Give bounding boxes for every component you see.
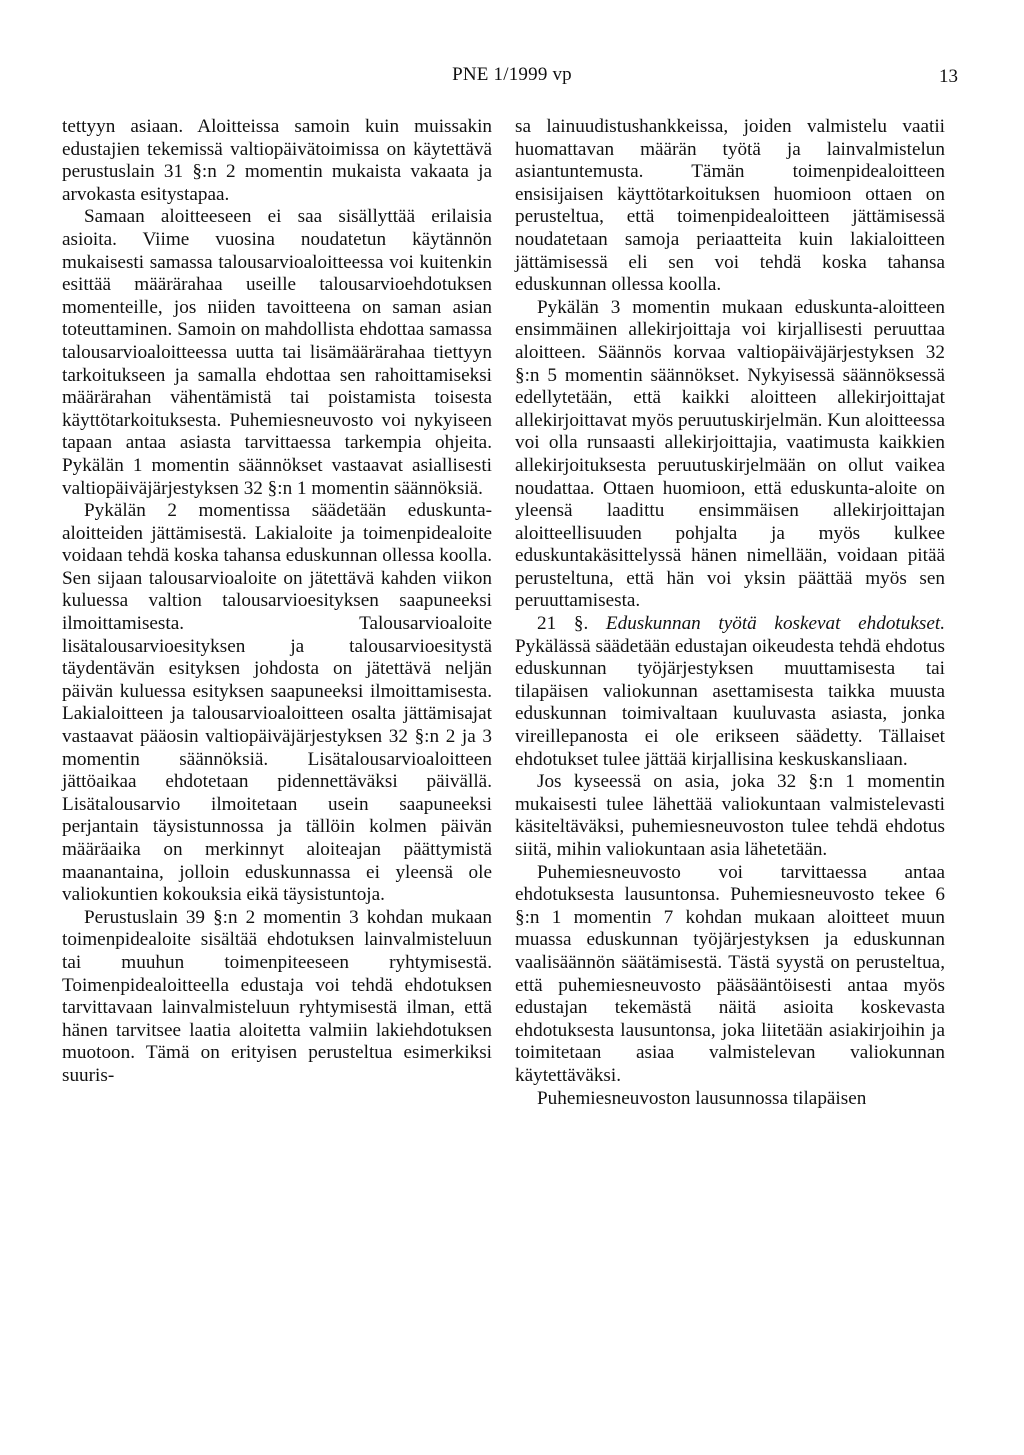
left-paragraph-3: Pykälän 2 momentissa säädetään eduskunta-aloitteiden jättämisestä. Lakialoite ja toimenpidealoite voidaan tehdä koska tahansa eduskunnan ollessa koolla. Sen sijaan talousarvioaloite on jätettävä kahden viikon kuluessa valtion talousarvioesityksen saapuneeksi ilmoittamisesta. Talousarvioaloite lisätalousarvioesityksen ja talousarvioesitystä täydentävän esityksen johdosta on jätettävä neljän päivän kuluessa esityksen saapuneeksi ilmoittamisesta. Lakialoitteen ja talousarvioaloitteen osalta jättämisajat vastaavat pääosin valtiopäiväjärjestyksen 32 §:n 2 ja 3 momentin säännöksiä. Lisätalousarvioaloitteen jättöaikaa ehdotetaan pidennettäväksi päivällä. Lisätalousarvio ilmoitetaan usein saapuneeksi perjantain täysistunnossa ja tällöin kolmen päivän määräaika on merkinnyt aloiteajan päättymistä maanantaina, jolloin eduskunnassa ei yleensä ole valiokuntien kokouksia eikä täysistuntoja. bbox=[62, 500, 493, 906]
page-number: 13 bbox=[939, 66, 958, 87]
right-paragraph-2: Pykälän 3 momentin mukaan eduskunta-aloitteen ensimmäinen allekirjoittaja voi kirjallisesti peruuttaa aloitteen. Säännös korvaa valtiopäiväjärjestyksen 32 §:n 5 momentin säännökset. Nykyisessä säännöksessä edellytetään, että kaikki aloitteen allekirjoittajat allekirjoittavat myös peruutuskirjelmän. Kun aloitteessa voi olla runsaasti allekirjoittajia, vaatimusta kaikkien allekirjoituksesta peruutuskirjelmään on ollut vaikea noudattaa. Ottaen huomioon, että eduskunta-aloite on yleensä laadittu ensimmäisen allekirjoittajan aloitteellisuuden pohjalta ja myös kulkee eduskuntakäsittelyssä hänen nimellään, voidaan pitää perusteltuna, että hän voi yksin päättää myös sen peruuttamisesta. bbox=[515, 296, 946, 612]
right-paragraph-1: sa lainuudistushankkeissa, joiden valmistelu vaatii huomattavan määrän työtä ja lainvalmistelun asiantuntemusta. Tämän toimenpidealoitteen ensisijaisen käyttötarkoituksen huomioon ottaen on perusteltua, että toimenpidealoitteen jättämisessä noudatetaan samoja periaatteita kuin lakialoitteen jättämisessä eli sen voi tehdä koska tahansa eduskunnan ollessa koolla. bbox=[515, 116, 945, 296]
left-paragraph-2: Samaan aloitteeseen ei saa sisällyttää erilaisia asioita. Viime vuosina noudatetun käytännön mukaisesti samassa talousarvioaloitteessa voi kuitenkin esittää määrärahaa useille talousarvioehdotuksen momenteille, jos niiden tavoitteena on saman asian toteuttaminen. Samoin on mahdollista ehdottaa samassa talousarvioaloitteessa uutta tai lisämäärärahaa tiettyyn tarkoitukseen ja samalla ehdottaa sen rahoittamiseksi määrärahan vähentämistä tai poistamista toisesta käyttötarkoituksesta. Puhemiesneuvosto voi nykyiseen tapaan antaa asiasta tarvittaessa tarkempia ohjeita. Pykälän 1 momentin säännökset vastaavat asiallisesti valtiopäiväjärjestyksen 32 §:n 1 momentin säännöksiä. bbox=[62, 206, 492, 499]
section-title: Eduskunnan työtä koskevat ehdotukset. bbox=[605, 613, 945, 635]
section-body: Pykälässä säädetään edustajan oikeudesta tehdä ehdotus eduskunnan työjärjestyksen muuttamisesta tai tilapäisen valiokunnan asettamisesta taikka muusta eduskunnan toimivaltaan kuuluvasta asiasta, jonka vireillepanosta ei ole erikseen säädetty. Tällaiset ehdotukset tulee jättää kirjallisina keskuskansliaan. bbox=[515, 635, 945, 770]
right-paragraph-3 bbox=[515, 613, 945, 771]
left-paragraph-4: Perustuslain 39 §:n 2 momentin 3 kohdan mukaan toimenpidealoite sisältää ehdotuksen lainvalmisteluun tai muuhun toimenpiteeseen ryhtymisestä. Toimenpidealoitteella edustaja voi tehdä ehdotuksen tarvittavaan lainvalmisteluun ryhtymisestä ilman, että hänen tarvitsee laatia aloitetta valmiin lakiehdotuksen muotoon. Tämä on erityisen perusteltua esimerkiksi suuris- bbox=[62, 906, 492, 1086]
right-column bbox=[515, 116, 945, 1110]
page-header-title: PNE 1/1999 vp bbox=[452, 64, 572, 85]
right-paragraph-5: Puhemiesneuvosto voi tarvittaessa antaa ehdotuksesta lausuntonsa. Puhemiesneuvosto tekee 6 §:n 1 momentin 7 kohdan mukaan aloitteet muun muassa eduskunnan työjärjestyksen ja eduskunnan vaalisäännön säätämisestä. Tästä syystä on perusteltua, että puhemiesneuvosto pääsääntöisesti antaa myös edustajan tekemästä näitä asioita koskevasta ehdotuksesta lausuntonsa, joka liitetään asiakirjoihin ja toimitetaan asiaa valmistelevan valiokunnan käytettäväksi. bbox=[515, 861, 945, 1086]
right-paragraph-4: Jos kyseessä on asia, joka 32 §:n 1 momentin mukaisesti tulee lähettää valiokuntaan valmistelevasti käsiteltäväksi, puhemiesneuvoston tulee tehdä ehdotus siitä, mihin valiokuntaan asia lähetetään. bbox=[515, 771, 945, 860]
right-paragraph-6: Puhemiesneuvoston lausunnossa tilapäisen bbox=[537, 1087, 867, 1109]
left-paragraph-1: tettyyn asiaan. Aloitteissa samoin kuin muissakin edustajien tekemissä valtiopäivätoimissa on käytettävä perustuslain 31 §:n 2 momentin mukaista vakaata ja arvokasta esitystapaa. bbox=[62, 116, 492, 205]
section-number: 21 §. bbox=[537, 613, 589, 635]
left-column bbox=[62, 116, 492, 1088]
